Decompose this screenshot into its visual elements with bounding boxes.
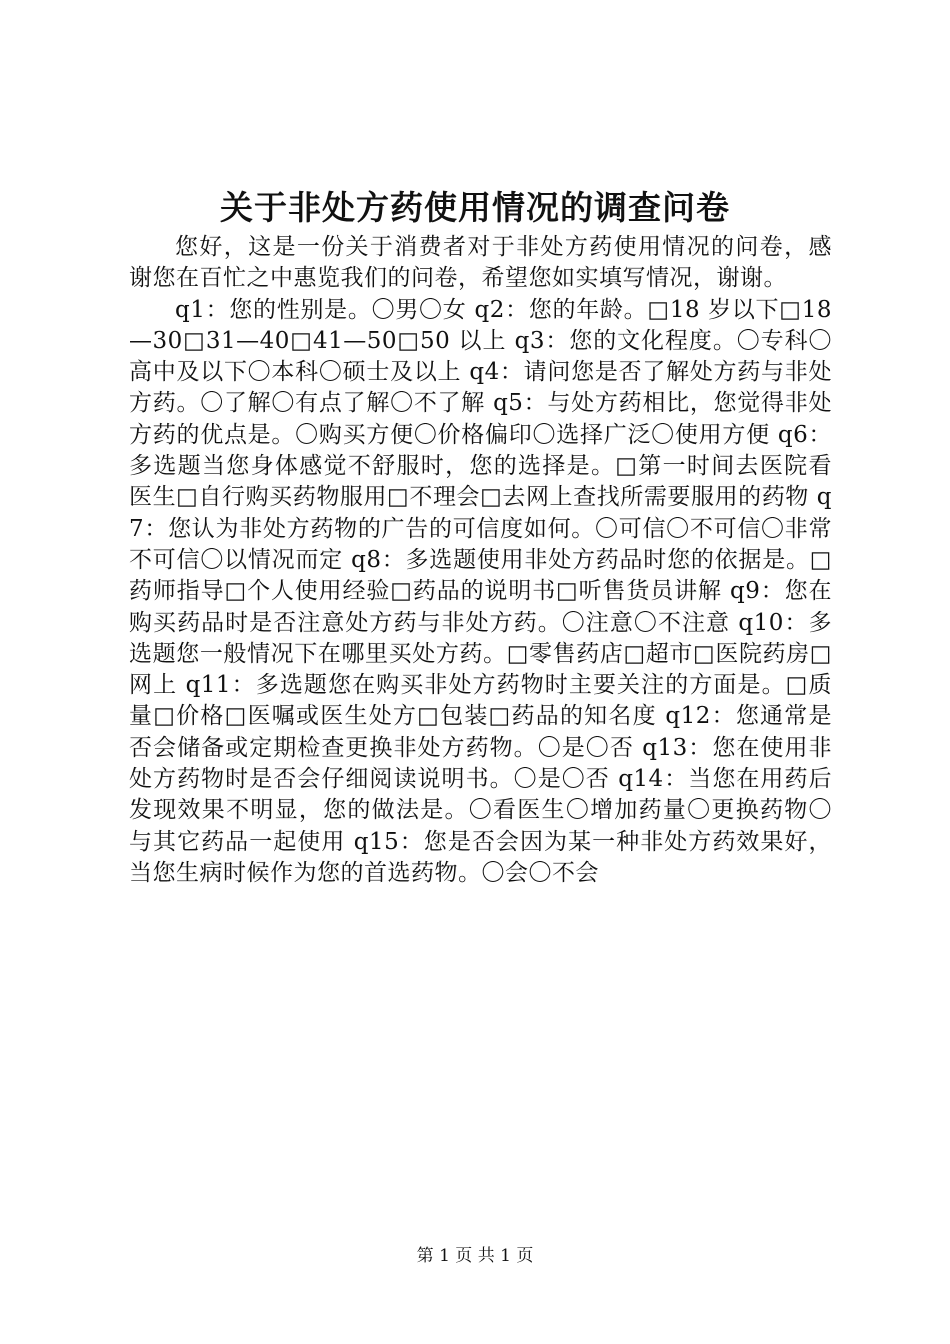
page-title: 关于非处方药使用情况的调查问卷 <box>220 188 730 227</box>
intro-paragraph: 您好，这是一份关于消费者对于非处方药使用情况的问卷，感谢您在百忙之中惠览我们的问卷，希望您如实填写情况，谢谢。 <box>129 234 832 292</box>
page-footer: 第 1 页 共 1 页 <box>416 1246 534 1266</box>
questions-paragraph: q1：您的性别是。〇男〇女 q2：您的年龄。□18 岁以下□18—30□31—40□41—50□50 以上 q3：您的文化程度。〇专科〇高中及以下〇本科〇硕士及以上 q4：请问您是否了解处方药与非处方药。〇了解〇有点了解〇不了解 q5：与处方药相比，您觉得非处方药的优点是。〇购买方便〇价格偏印〇选择广泛〇使用方便 q6：多选题当您身体感觉不舒服时，您的选择是。□第一时间去医院看医生□自行购买药物服用□不理会□去网上查找所需要服用的药物 q7：您认为非处方药物的广告的可信度如何。〇可信〇不可信〇非常不可信〇以情况而定 q8：多选题使用非处方药品时您的依据是。□药师指导□个人使用经验□药品的说明书□听售货员讲解 q9：您在购买药品时是否注意处方药与非处方药。〇注意〇不注意 q10：多选题您一般情况下在哪里买处方药。□零售药店□超市□医院药房□网上 q11：多选题您在购买非处方药物时主要关注的方面是。□质量□价格□医嘱或医生处方□包装□药品的知名度 q12：您通常是否会储备或定期检查更换非处方药物。〇是〇否 q13：您在使用非处方药物时是否会仔细阅读说明书。〇是〇否 q14：当您在用药后发现效果不明显，您的做法是。〇看医生〇增加药量〇更换药物〇与其它药品一起使用 q15：您是否会因为某一种非处方药效果好，当您生病时候作为您的首选药物。〇会〇不会 <box>129 296 832 886</box>
document-body <box>129 232 832 889</box>
